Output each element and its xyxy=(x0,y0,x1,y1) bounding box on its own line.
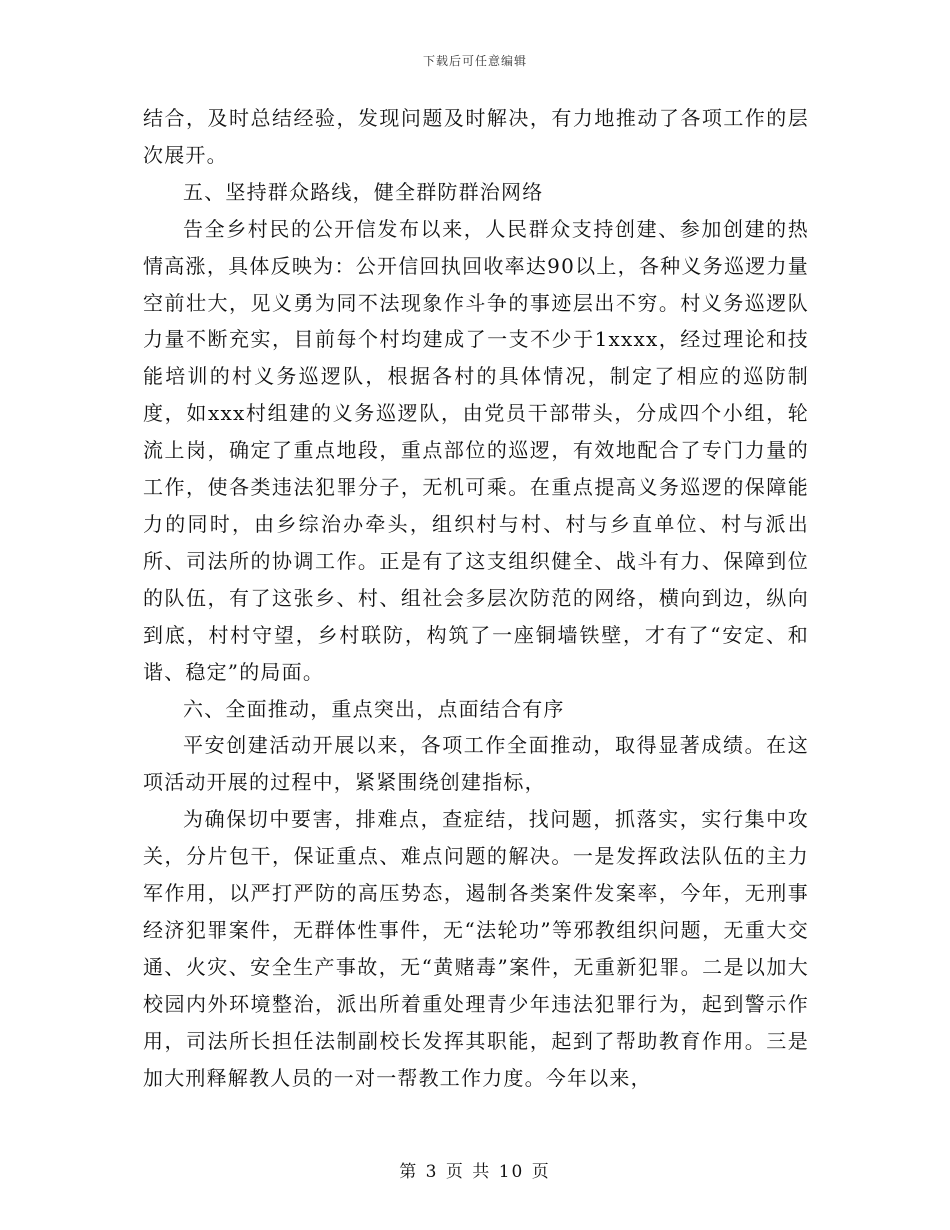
page-number: 第 3 页 共 10 页 xyxy=(399,1162,551,1182)
paragraph-continuation: 结合，及时总结经验，发现问题及时解决，有力地推动了各项工作的层次展开。 xyxy=(143,106,809,167)
paragraph-patrol: 告全乡村民的公开信发布以来，人民群众支持创建、参加创建的热情高涨，具体反映为：公开信回执回收率达90以上，各种义务巡逻力量空前壮大，见义勇为同不法现象作斗争的事迹层出不穷。村义务巡逻队力量不断充实，目前每个村均建成了一支不少于1xxxx，经过理论和技能培训的村义务巡逻队，根据各村的具体情况，制定了相应的巡防制度，如xxx村组建的义务巡逻队，由党员干部带头，分成四个小组，轮流上岗，确定了重点地段，重点部位的巡逻，有效地配合了专门力量的工作，使各类违法犯罪分子，无机可乘。在重点提高义务巡逻的保障能力的同时，由乡综治办牵头，组织村与村、村与乡直单位、村与派出所、司法所的协调工作。正是有了这支组织健全、战斗有力、保障到位的队伍，有了这张乡、村、组社会多层次防范的网络，横向到边，纵向到底，村村守望，乡村联防，构筑了一座铜墙铁壁，才有了“安定、和谐、稳定”的局面。 xyxy=(143,216,809,684)
paragraph-campaign: 平安创建活动开展以来，各项工作全面推动，取得显著成绩。在这项活动开展的过程中，紧紧围绕创建指标， xyxy=(143,733,809,795)
section-heading-5: 五、坚持群众路线，健全群防群治网络 xyxy=(183,179,544,204)
header-note: 下载后可任意编辑 xyxy=(422,54,527,68)
section-heading-6: 六、全面推动，重点突出，点面结合有序 xyxy=(183,696,565,721)
paragraph-key-issues: 为确保切中要害，排难点，查症结，找问题，抓落实，实行集中攻关，分片包干，保证重点、难点问题的解决。一是发挥政法队伍的主力军作用，以严打严防的高压势态，遏制各类案件发案率，今年，无刑事经济犯罪案件，无群体性事件，无“法轮功”等邪教组织问题，无重大交通、火灾、安全生产事故，无“黄赌毒”案件，无重新犯罪。二是以加大校园内外环境整治，派出所着重处理青少年违法犯罪行为，起到警示作用，司法所长担任法制副校长发挥其职能，起到了帮助教育作用。三是加大刑释解教人员的一对一帮教工作力度。今年以来， xyxy=(143,807,809,1090)
document-body xyxy=(143,100,809,1096)
